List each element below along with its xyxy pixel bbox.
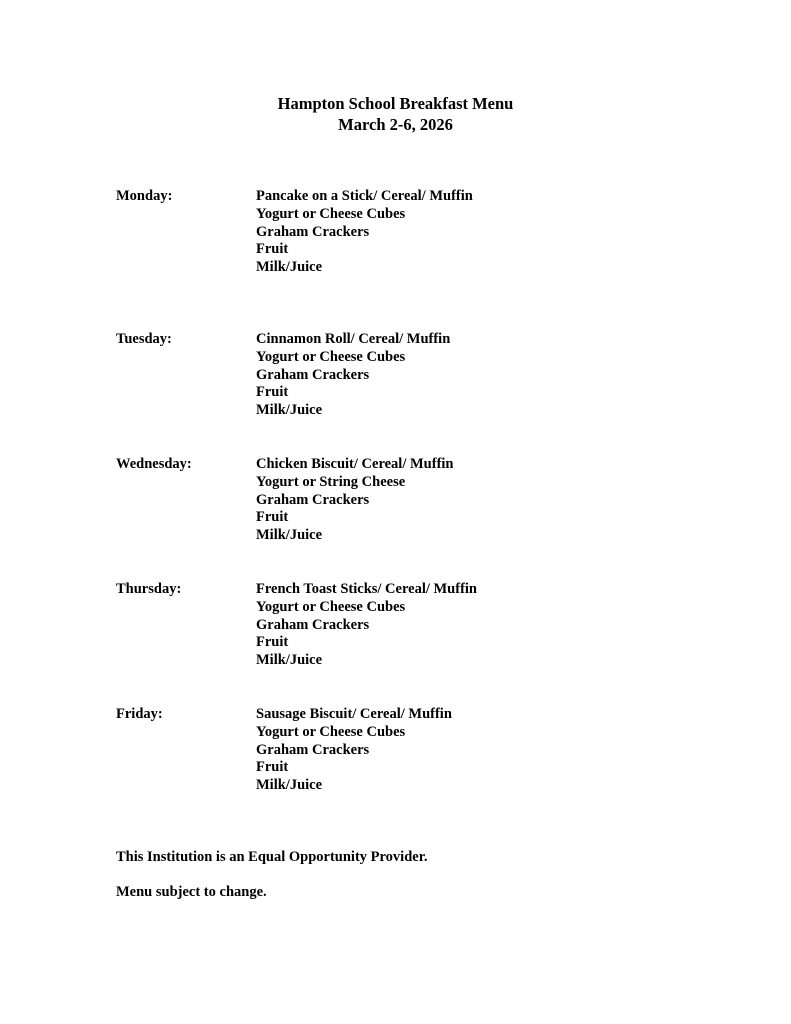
day-label: Friday:	[116, 706, 163, 722]
menu-item: Graham Crackers	[256, 741, 370, 758]
menu-item: Graham Crackers	[256, 366, 370, 383]
equal-opportunity-statement: This Institution is an Equal Opportunity Provider.	[116, 849, 428, 865]
menu-item: Yogurt or Cheese Cubes	[256, 723, 406, 740]
menu-item: Pancake on a Stick/ Cereal/ Muffin	[256, 188, 473, 204]
day-label: Wednesday:	[116, 456, 192, 472]
menu-header	[0, 93, 791, 135]
menu-item: Fruit	[256, 634, 289, 651]
menu-item: Milk/Juice	[256, 402, 323, 419]
day-label: Tuesday:	[116, 331, 172, 347]
menu-item: Yogurt or Cheese Cubes	[256, 348, 406, 365]
day-label: Monday:	[116, 188, 173, 204]
menu-items	[256, 581, 696, 670]
menu-item: French Toast Sticks/ Cereal/ Muffin	[256, 581, 477, 597]
menu-item: Yogurt or String Cheese	[256, 473, 406, 490]
menu-item: Graham Crackers	[256, 223, 370, 240]
menu-item: Yogurt or Cheese Cubes	[256, 205, 406, 222]
menu-item: Fruit	[256, 759, 289, 776]
menu-items	[256, 188, 696, 277]
menu-items	[256, 706, 696, 795]
menu-item: Fruit	[256, 509, 289, 526]
menu-item: Yogurt or Cheese Cubes	[256, 598, 406, 615]
menu-item: Milk/Juice	[256, 777, 323, 794]
menu-disclaimer: Menu subject to change.	[116, 884, 267, 900]
date-range: March 2-6, 2026	[338, 115, 453, 134]
menu-item: Graham Crackers	[256, 616, 370, 633]
menu-items	[256, 331, 696, 420]
menu-item: Cinnamon Roll/ Cereal/ Muffin	[256, 331, 451, 347]
menu-item: Milk/Juice	[256, 652, 323, 669]
menu-item: Graham Crackers	[256, 491, 370, 508]
menu-items	[256, 456, 696, 545]
menu-item: Milk/Juice	[256, 259, 323, 276]
page-title: Hampton School Breakfast Menu	[277, 94, 514, 113]
menu-item: Fruit	[256, 384, 289, 401]
menu-item: Fruit	[256, 241, 289, 258]
menu-item: Milk/Juice	[256, 527, 323, 544]
day-label: Thursday:	[116, 581, 182, 597]
menu-item: Chicken Biscuit/ Cereal/ Muffin	[256, 456, 454, 472]
menu-item: Sausage Biscuit/ Cereal/ Muffin	[256, 706, 452, 722]
